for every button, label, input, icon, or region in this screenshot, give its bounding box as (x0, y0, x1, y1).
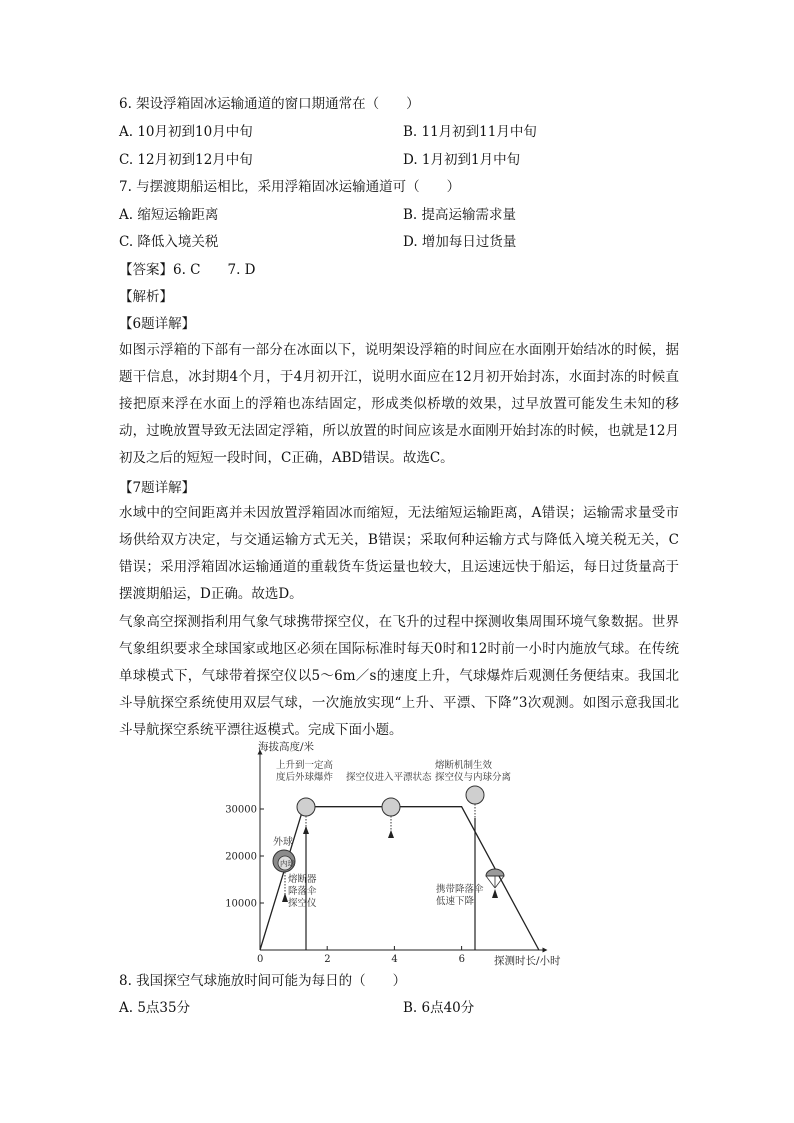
q7-detail-text: 水域中的空间距离并未因放置浮箱固冰而缩短，无法缩短运输距离，A错误；运输需求量受市场供给双方决定，与交通运输方式无关，B错误；采取何种运输方式与降低入境关税无关，C错误；采用浮箱固冰运输通道的重载货车货运量也较大，且运速远快于船运，每日过货量高于摆渡期船运，D正确。故选D。 (119, 505, 679, 602)
q6-option-a: A. 10月初到10月中旬 (119, 124, 253, 140)
q6-stem: 6. 架设浮箱固冰运输通道的窗口期通常在（ ） (119, 96, 420, 112)
q6-detail-label: 【6题详解】 (119, 316, 196, 332)
y-tick-label: 30000 (225, 804, 257, 816)
y-tick-label: 10000 (225, 898, 257, 910)
q8-option-a: A. 5点35分 (119, 1000, 191, 1016)
q7-stem: 7. 与摆渡期船运相比，采用浮箱固冰运输通道可（ ） (119, 179, 461, 195)
annotation-outer: 外球 (273, 837, 293, 848)
x-tick-label: 4 (391, 954, 398, 965)
annotation-fuse: 熔断机制生效 探空仪与内球分离 (435, 760, 512, 783)
burst-balloon-icon (297, 798, 315, 827)
x-tick-label: 6 (458, 954, 465, 965)
x-axis-label: 探测时长/小时 (494, 955, 561, 967)
q8-stem: 8. 我国探空气球施放时间可能为每日的（ ） (119, 973, 407, 989)
q6-option-b: B. 11月初到11月中旬 (403, 124, 537, 140)
x-tick-label: 2 (324, 954, 331, 965)
annotation-float: 探空仪进入平漂状态 (346, 772, 432, 783)
q6-option-d: D. 1月初到1月中旬 (403, 152, 521, 168)
q7-option-d: D. 增加每日过货量 (403, 234, 517, 250)
y-tick-label: 20000 (225, 851, 257, 863)
annotation-descend: 携带降落伞 低速下降 (436, 884, 484, 907)
annotation-burst: 上升到一定高 度后外球爆炸 (276, 760, 334, 783)
answer-line: 【答案】6. C 7. D (119, 262, 256, 278)
parachute-icon (486, 869, 504, 898)
analysis-label: 【解析】 (119, 289, 173, 305)
q6-option-c: C. 12月初到12月中旬 (119, 152, 253, 168)
x-tick-label: 0 (257, 954, 264, 965)
q7-option-b: B. 提高运输需求量 (403, 207, 517, 223)
q8-option-b: B. 6点40分 (403, 1000, 475, 1016)
q7-option-a: A. 缩短运输距离 (119, 207, 219, 223)
y-axis-label: 海拔高度/米 (258, 741, 315, 753)
q6-detail-text: 如图示浮箱的下部有一部分在冰面以下，说明架设浮箱的时间应在水面刚开始结冰的时候，据题干信息，冰封期4个月，于4月初开江，说明水面应在12月初开始封冻，水面封冻的时候直接把原来浮在水面上的浮箱也冻结固定，形成类似桥墩的效果，过早放置可能发生未知的移动，过晚放置导致无法固定浮箱，所以放置的时间应该是水面刚开始封冻的时候，也就是12月初及之后的短短一段时间，C正确，ABD错误。故选C。 (119, 342, 679, 466)
q7-detail-label: 【7题详解】 (119, 480, 196, 496)
material-text: 气象高空探测指利用气象气球携带探空仪，在飞升的过程中探测收集周围环境气象数据。世界气象组织要求全球国家或地区必须在国际标准时每天0时和12时前一小时内施放气球。在传统单球模式下，气球带着探空仪以5～6m／s的速度上升，气球爆炸后观测任务便结束。我国北斗导航探空系统使用双层气球，一次施放实现“上升、平漂、下降”3次观测。如图示意我国北斗导航探空系统平漂往返模式。完成下面小题。 (119, 614, 679, 738)
q7-option-c: C. 降低入境关税 (119, 234, 219, 250)
fuse-balloon-icon (466, 786, 484, 818)
float-balloon-icon (382, 798, 400, 838)
annotation-inner: 内球 (280, 859, 295, 868)
annotation-fuse2: 熔断器 降落伞 探空仪 (288, 874, 317, 909)
float-return-chart (225, 741, 580, 972)
